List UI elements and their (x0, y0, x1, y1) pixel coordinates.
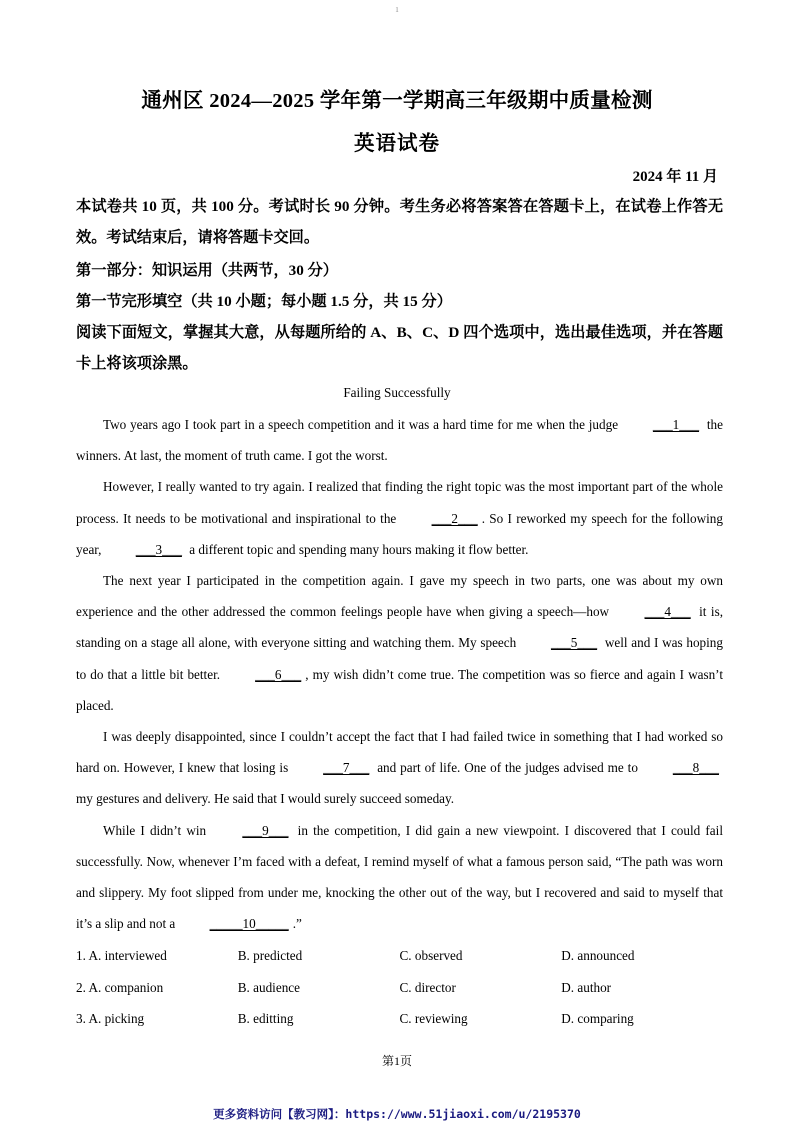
paragraph-4: I was deeply disappointed, since I couldn’t accept the fact that I had failed twice in something that I had worked so hard on. However, I knew that losing is ___7___ and part of life. One of the judges advised me to ___8___ my gestures and delivery. He said that I would surely succeed someday. (76, 729, 723, 807)
blank-10: _____10_____ (209, 916, 289, 932)
blank-9: ___9___ (242, 822, 289, 838)
option-2a: 2. A. companion (76, 979, 164, 995)
blank-5: ___5___ (550, 635, 598, 651)
page-number: 第1页 (381, 1054, 412, 1068)
passage-body (76, 409, 723, 939)
passage-title: Failing Successfully (343, 385, 451, 400)
option-3a: 3. A. picking (76, 1011, 145, 1026)
option-2c: C. director (399, 979, 456, 995)
option-2b: B. audience (237, 979, 300, 995)
blank-7: ___7___ (323, 760, 370, 776)
exam-title: 通州区 2024—2025 学年第一学期高三年级期中质量检测 (141, 90, 653, 112)
option-3d: D. comparing (561, 1011, 634, 1026)
option-1c: C. observed (399, 948, 463, 963)
option-1b: B. predicted (237, 948, 303, 963)
cloze-directions: 阅读下面短文，掌握其大意，从每题所给的 A、B、C、D 四个选项中，选出最佳选项，并在答题卡上将该项涂黑。 (76, 324, 723, 372)
paragraph-1: Two years ago I took part in a speech competition and it was a hard time for me when the judge ___1___ the winners. At last, the moment of truth came. I got the worst. (76, 409, 723, 471)
option-2d: D. author (561, 979, 612, 995)
blank-4: ___4___ (644, 604, 691, 620)
paragraph-5: While I didn’t win ___9___ in the competition, I did gain a new viewpoint. I discovered that I could fail successfully. Now, whenever I’m faced with a defeat, I remind myself of what a famous person said, “The path was worn and slippery. My foot slipped from under me, knocking the other out of the way, but I recovered and said to myself that it’s a slip and not a _____10_____ .” (76, 815, 723, 940)
question-2-options (76, 972, 723, 1004)
general-instructions: 本试卷共 10 页，共 100 分。考试时长 90 分钟。考生务必将答案答在答题卡上，在试卷上作答无效。考试结束后，请将答题卡交回。 (76, 198, 723, 246)
footer-website-link[interactable]: 更多资料访问【教习网】：https://www.51jiaoxi.com/u/2195370 (213, 1107, 581, 1121)
blank-1: ___1___ (652, 417, 700, 432)
section-one-heading: 第一节完形填空（共 10 小题；每小题 1.5 分，共 15 分） (76, 293, 452, 310)
option-1d: D. announced (561, 948, 635, 963)
option-3b: B. editting (237, 1011, 294, 1026)
part-one-heading: 第一部分：知识运用（共两节，30 分） (76, 262, 338, 279)
paragraph-3: The next year I participated in the competition again. I gave my speech in two parts, one was about my own experience and the other addressed the common feelings people have when giving a speech—how ___4___ it is, standing on a stage all alone, with everyone sitting and watching them. My speech ___5___ well and I was hoping to do that a little bit better. ___6___ , my wish didn’t come true. The competition was so fierce and again I wasn’t placed. (76, 573, 723, 713)
page-top-mark: 1 (395, 6, 399, 14)
blank-2: ___2___ (431, 510, 478, 526)
blank-6: ___6___ (255, 666, 302, 682)
answer-options (76, 940, 723, 1035)
blank-3: ___3___ (135, 541, 182, 557)
option-1a: 1. A. interviewed (76, 948, 167, 963)
blank-8: ___8___ (672, 760, 719, 776)
option-3c: C. reviewing (399, 1011, 468, 1026)
paragraph-2: However, I really wanted to try again. I realized that finding the right topic was the most important part of the whole process. It needs to be motivational and inspirational to the ___2___ . So I reworked my speech for the following year, ___3___ a different topic and spending many hours making it flow better. (76, 471, 723, 565)
question-3-options (76, 1003, 723, 1035)
exam-subtitle: 英语试卷 (354, 133, 440, 155)
exam-date: 2024 年 11 月 (632, 169, 718, 185)
question-1-options (76, 940, 723, 972)
